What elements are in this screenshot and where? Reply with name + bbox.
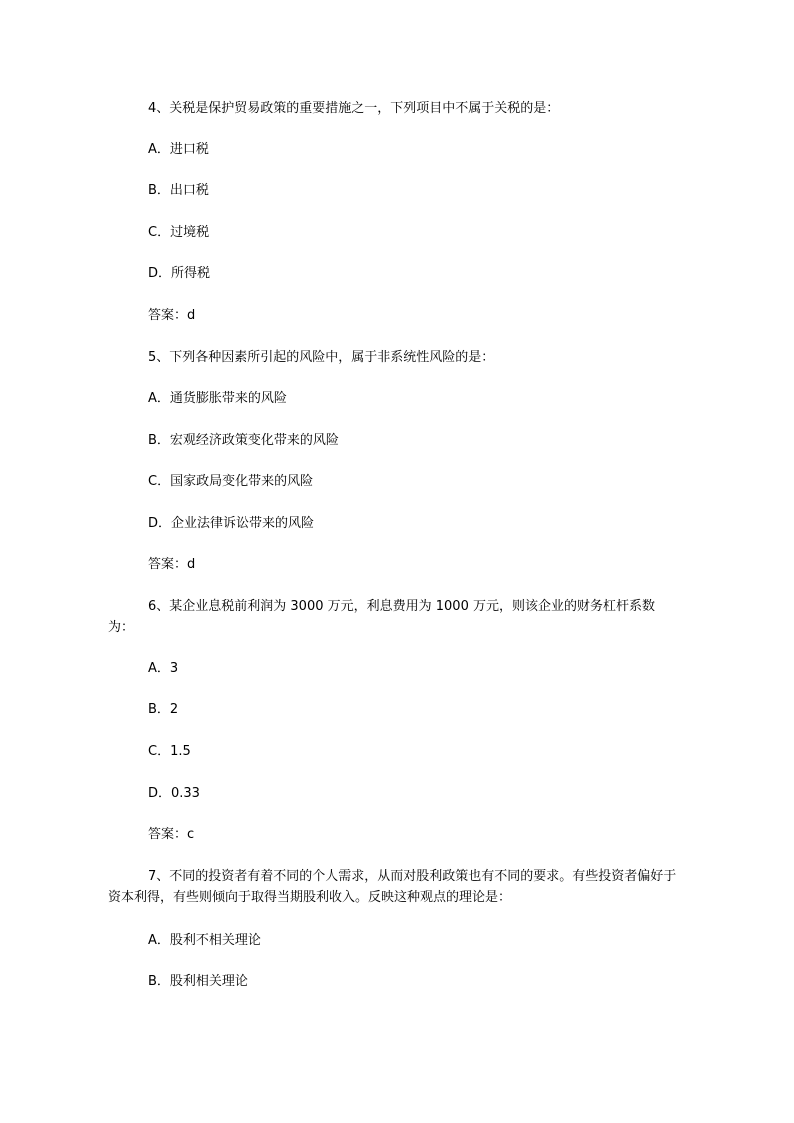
question-6-option-a: A．3: [148, 661, 179, 676]
question-5-stem: 5、下列各种因素所引起的风险中，属于非系统性风险的是：: [148, 350, 495, 365]
question-7-stem: 7、不同的投资者有着不同的个人需求，从而对股利政策也有不同的要求。有些投资者偏好于资本利得，有些则倾向于取得当期股利收入。反映这种观点的理论是：: [108, 869, 677, 905]
question-5-option-c: C．国家政局变化带来的风险: [148, 474, 314, 489]
question-5-option-a: A．通货膨胀带来的风险: [148, 391, 287, 406]
question-4-option-d: D．所得税: [148, 266, 211, 281]
question-7-option-a: A．股利不相关理论: [148, 933, 261, 948]
question-5-answer: 答案：d: [148, 557, 196, 572]
question-6-option-d: D．0.33: [148, 786, 200, 801]
question-4-option-b: B．出口税: [148, 183, 209, 198]
question-5-option-b: B．宏观经济政策变化带来的风险: [148, 433, 339, 448]
question-6-stem: 6、某企业息税前利润为 3000 万元，利息费用为 1000 万元，则该企业的财务杠杆系数为：: [108, 599, 655, 635]
question-5-option-d: D．企业法律诉讼带来的风险: [148, 516, 315, 531]
question-4-option-a: A．进口税: [148, 142, 209, 157]
question-4-stem: 4、关税是保护贸易政策的重要措施之一，下列项目中不属于关税的是：: [148, 101, 560, 116]
question-7-option-b: B．股利相关理论: [148, 974, 248, 989]
question-6-answer: 答案：c: [148, 827, 195, 842]
question-4-option-c: C．过境税: [148, 225, 210, 240]
question-6-option-c: C．1.5: [148, 744, 191, 759]
question-6-option-b: B．2: [148, 702, 179, 717]
question-4-answer: 答案：d: [148, 308, 196, 323]
